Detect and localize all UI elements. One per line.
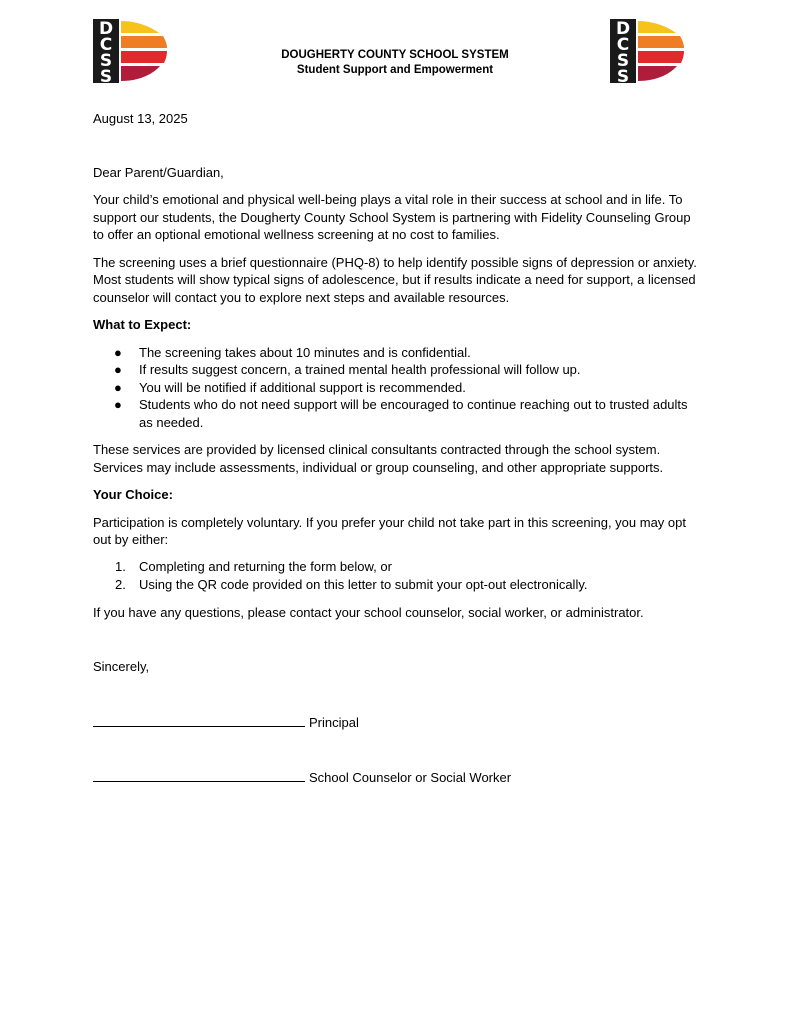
counselor-signature-line xyxy=(93,769,703,787)
counselor-label: School Counselor or Social Worker xyxy=(309,770,512,785)
bullet-icon: ● xyxy=(114,379,122,395)
questions-paragraph: If you have any questions, please contact your school counselor, social worker, or administrator. xyxy=(93,604,644,620)
bullet-icon: ● xyxy=(114,362,122,377)
logo-letter: S xyxy=(99,67,113,83)
list-item xyxy=(93,396,703,431)
principal-signature-line xyxy=(93,714,703,732)
logo-letter: S xyxy=(616,51,630,71)
dcss-logo-left xyxy=(93,19,167,83)
logo-letter: D xyxy=(98,19,114,39)
list-item xyxy=(93,344,703,362)
list-item xyxy=(93,558,703,576)
logo-letter: S xyxy=(616,67,630,83)
signature-rule xyxy=(93,714,305,727)
list-item-text: You will be notified if additional support is recommended. xyxy=(139,379,466,395)
letterhead xyxy=(220,48,570,78)
opt-out-list xyxy=(93,558,703,594)
dcss-logo-right xyxy=(610,19,684,83)
list-item xyxy=(93,379,703,397)
logo-letter: D xyxy=(615,19,631,39)
expect-list xyxy=(93,344,703,432)
services-paragraph: These services are provided by licensed clinical consultants contracted through the school system. Services may include assessments, individual or group counseling, and other appropriate supports. xyxy=(93,442,664,475)
logo-arcs xyxy=(121,21,167,81)
letter-body xyxy=(93,110,703,787)
logo-arcs xyxy=(638,21,684,81)
list-item-text: Completing and returning the form below, or xyxy=(139,558,392,574)
letter-date: August 13, 2025 xyxy=(93,111,188,126)
logo-letter: C xyxy=(99,35,113,55)
choice-heading: Your Choice: xyxy=(93,487,173,502)
logo-letter: S xyxy=(99,51,113,71)
list-item-text: The screening takes about 10 minutes and is confidential. xyxy=(139,344,471,360)
expect-heading: What to Expect: xyxy=(93,317,192,332)
intro-paragraph: Your child’s emotional and physical well-being plays a vital role in their success at school and in life. To support our students, the Dougherty County School System is partnering with Fidelity Counseling Group to offer an optional emotional wellness screening at no cost to families. xyxy=(93,192,691,242)
screening-paragraph: The screening uses a brief questionnaire (PHQ-8) to help identify possible signs of depression or anxiety. Most students will show typical signs of adolescence, but if results indicate a need for support, a licensed counselor will contact you to explore next steps and available resources. xyxy=(93,254,697,305)
bullet-icon: ● xyxy=(114,344,122,360)
principal-label: Principal xyxy=(309,714,359,730)
signature-rule xyxy=(93,769,305,782)
participation-paragraph: Participation is completely voluntary. If you prefer your child not take part in this screening, you may opt out by either: xyxy=(93,514,686,547)
list-number: 2. xyxy=(115,577,126,592)
salutation: Dear Parent/Guardian, xyxy=(93,164,224,180)
list-item xyxy=(93,361,703,379)
org-name: DOUGHERTY COUNTY SCHOOL SYSTEM xyxy=(281,49,509,61)
list-item xyxy=(93,576,703,594)
list-item-text: Using the QR code provided on this letter to submit your opt-out electronically. xyxy=(139,577,588,592)
list-item-text: If results suggest concern, a trained mental health professional will follow up. xyxy=(139,362,581,377)
closing: Sincerely, xyxy=(93,659,150,674)
logo-letter: C xyxy=(616,35,630,55)
department-name: Student Support and Empowerment xyxy=(296,64,494,76)
bullet-icon: ● xyxy=(114,397,122,412)
list-item-text: Students who do not need support will be encouraged to continue reaching out to trusted adults as needed. xyxy=(139,397,688,430)
list-number: 1. xyxy=(115,558,126,574)
